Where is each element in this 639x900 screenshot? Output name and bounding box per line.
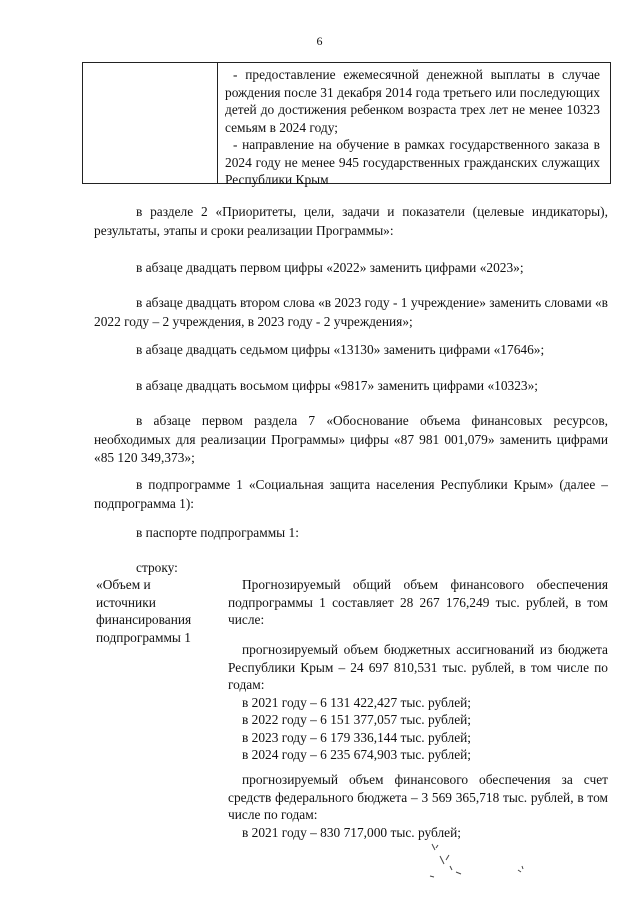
scan-marks: [420, 836, 530, 890]
paragraph-section-2: в разделе 2 «Приоритеты, цели, задачи и показатели (целевые индикаторы), результаты, этапы и сроки реализации Программы»:: [94, 204, 608, 238]
finance-total-text: Прогнозируемый общий объем финансового обеспечения подпрограммы 1 составляет 28 267 176,249 тыс. рублей, в том числе:: [228, 577, 608, 627]
paragraph-abzac-21: в абзаце двадцать первом цифры «2022» заменить цифрами «2023»;: [136, 260, 524, 275]
finance-federal-budget: [228, 771, 608, 841]
paragraph-row-label: строку:: [136, 560, 178, 575]
paragraph-abzac-22: в абзаце двадцать втором слова «в 2023 году - 1 учреждение» заменить словами «в 2022 году – 2 учреждения, в 2023 году - 2 учреждения»;: [94, 295, 608, 329]
finance-federal-text: прогнозируемый объем финансового обеспечения за счет средств федерального бюджета – 3 569 365,718 тыс. рублей, в том числе по годам:: [228, 772, 608, 822]
table-continuation: [82, 62, 611, 187]
finance-regional-budget: [228, 641, 608, 764]
finance-row-label: «Объем и источники финансирования подпрограммы 1: [96, 577, 192, 645]
finance-year-row: в 2021 году – 6 131 422,427 тыс. рублей;: [242, 694, 472, 710]
finance-year-row: в 2022 году – 6 151 377,057 тыс. рублей;: [242, 712, 472, 727]
finance-year-row: в 2024 году – 6 235 674,903 тыс. рублей;: [242, 747, 472, 762]
paragraph-abzac-27: в абзаце двадцать седьмом цифры «13130» заменить цифрами «17646»;: [136, 342, 545, 357]
paragraph-section-7: в абзаце первом раздела 7 «Обоснование объема финансовых ресурсов, необходимых для реализации Программы» цифры «87 981 001,079» заменить цифрами «85 120 349,373»;: [94, 413, 608, 465]
paragraph-subprogram-1: в подпрограмме 1 «Социальная защита населения Республики Крым» (далее – подпрограмма 1):: [94, 477, 608, 511]
table-column-divider: [217, 63, 218, 183]
finance-regional-text: прогнозируемый объем бюджетных ассигнований из бюджета Республики Крым – 24 697 810,531 тыс. рублей, в том числе по годам:: [228, 642, 608, 692]
paragraph-abzac-28: в абзаце двадцать восьмом цифры «9817» заменить цифрами «10323»;: [136, 378, 539, 393]
finance-total: [228, 576, 608, 629]
page-number: 6: [316, 34, 323, 48]
finance-year-row: в 2023 году – 6 179 336,144 тыс. рублей;: [242, 729, 472, 745]
table-line: - направление на обучение в рамках государственного заказа в 2024 году не менее 945 государственных гражданских служащих Республики Крым: [225, 137, 600, 187]
finance-year-row: в 2021 году – 830 717,000 тыс. рублей;: [242, 824, 461, 840]
paragraph-passport: в паспорте подпрограммы 1:: [136, 525, 299, 540]
table-line: - предоставление ежемесячной денежной выплаты в случае рождения после 31 декабря 2014 года третьего или последующих детей до достижения ребенком возраста трех лет не менее 10323 семьям в 2024 году;: [225, 67, 600, 135]
table-cell-results: [225, 66, 600, 189]
